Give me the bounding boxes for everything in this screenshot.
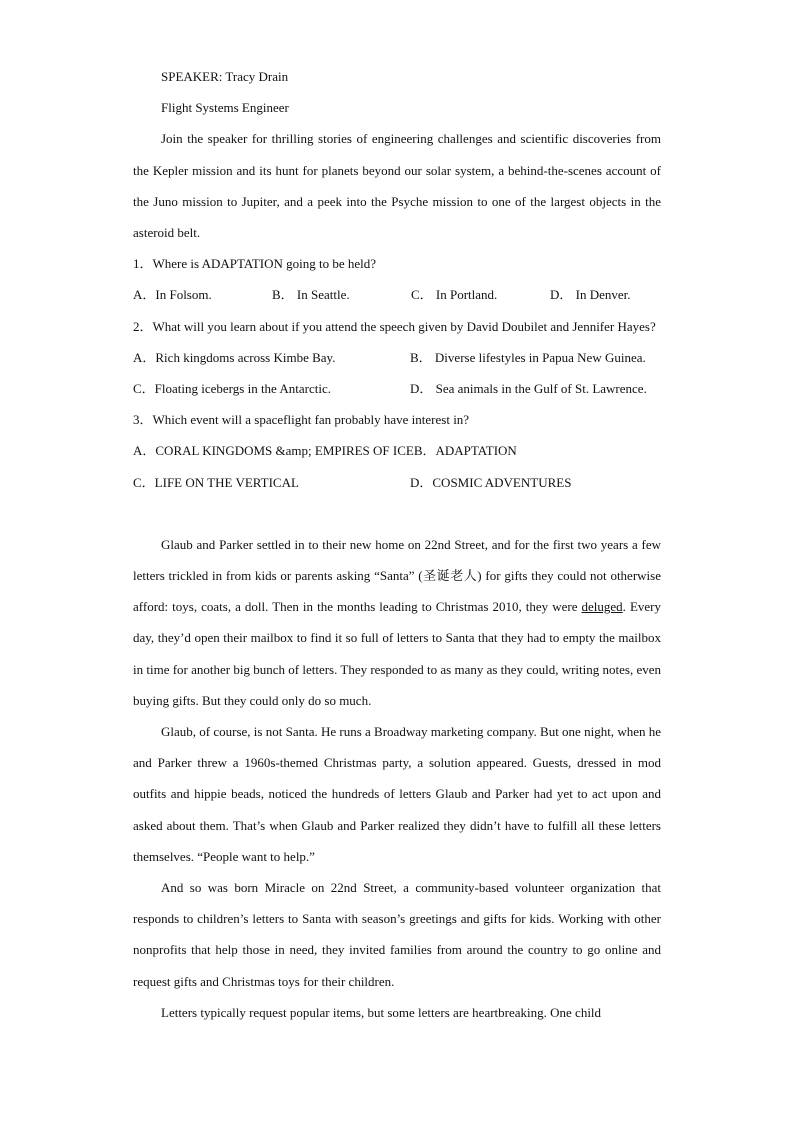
underlined-word: deluged (581, 599, 623, 615)
passage-paragraph-2: Glaub, of course, is not Santa. He runs a Broadway marketing company. But one night, when he and Parker threw a 1960s-themed Christmas party, a solution appeared. Guests, dressed in mod outfits and hippie beads, noticed the hundreds of letters Glaub and Parker had yet to act upon and asked about them. That’s when Glaub and Parker realized they didn’t have to fulfill all these letters themselves. “People want to help.” (133, 724, 661, 864)
q3-option-c: C．LIFE ON THE VERTICAL (133, 474, 299, 490)
question-3-stem: 3．Which event will a spaceflight fan probably have interest in? (133, 412, 470, 428)
section-spacer (133, 498, 661, 529)
q1-option-d: D． In Denver. (550, 287, 631, 303)
q2-option-c: C．Floating icebergs in the Antarctic. (133, 381, 331, 397)
q1-option-a: A．In Folsom. (133, 287, 212, 303)
p1-text-before: Glaub and Parker settled in to their new home on 22nd Street, and for the first two years a few letters trickled in from kids or parents asking “Santa” (圣诞老人) for gifts they could not otherwise afford: toys, coats, a doll. Then in the months leading to Christmas 2010, they were (133, 536, 661, 615)
question-3-options-row1 (133, 435, 661, 466)
q1-option-c: C． In Portland. (411, 287, 498, 303)
q3-option-b: B．ADAPTATION (413, 443, 517, 459)
question-2-options-row2 (133, 373, 661, 404)
speaker-line: SPEAKER: Tracy Drain (161, 69, 289, 84)
passage-paragraph-4: Letters typically request popular items, but some letters are heartbreaking. One child (161, 1004, 602, 1020)
q2-option-d: D． Sea animals in the Gulf of St. Lawrence. (410, 381, 647, 397)
q2-option-b: B． Diverse lifestyles in Papua New Guinea. (410, 349, 646, 365)
q2-option-a: A．Rich kingdoms across Kimbe Bay. (133, 349, 336, 365)
question-1-stem: 1．Where is ADAPTATION going to be held? (133, 256, 377, 272)
p1-text-after: . Every day, they’d open their mailbox to find it so full of letters to Santa that they had to empty the mailbox in time for another big bunch of letters. They responded to as many as they could, writing notes, even buying gifts. But they could only do so much. (133, 599, 661, 708)
passage-paragraph-1 (133, 529, 661, 716)
q3-option-a: A．CORAL KINGDOMS &amp; EMPIRES OF ICE (133, 443, 414, 459)
question-1-options (133, 279, 661, 310)
passage-paragraph-3: And so was born Miracle on 22nd Street, a community-based volunteer organization that responds to children’s letters to Santa with season’s greetings and gifts for kids. Working with other nonprofits that help those in need, they invited families from around the country to go online and request gifts and Christmas toys for their children. (133, 880, 661, 989)
question-2-stem: 2．What will you learn about if you attend the speech given by David Doubilet and Jennifer Hayes? (133, 318, 656, 334)
speaker-title: Flight Systems Engineer (161, 100, 289, 116)
q3-option-d: D．COSMIC ADVENTURES (410, 474, 572, 490)
document-body (133, 61, 661, 1028)
question-2-options-row1 (133, 342, 661, 373)
question-3-options-row2 (133, 467, 661, 498)
q1-option-b: B． In Seattle. (272, 287, 350, 303)
speaker-description: Join the speaker for thrilling stories of engineering challenges and scientific discoveries from the Kepler mission and its hunt for planets beyond our solar system, a behind-the-scenes account of the Juno mission to Jupiter, and a peek into the Psyche mission to one of the largest objects in the asteroid belt. (133, 131, 661, 241)
